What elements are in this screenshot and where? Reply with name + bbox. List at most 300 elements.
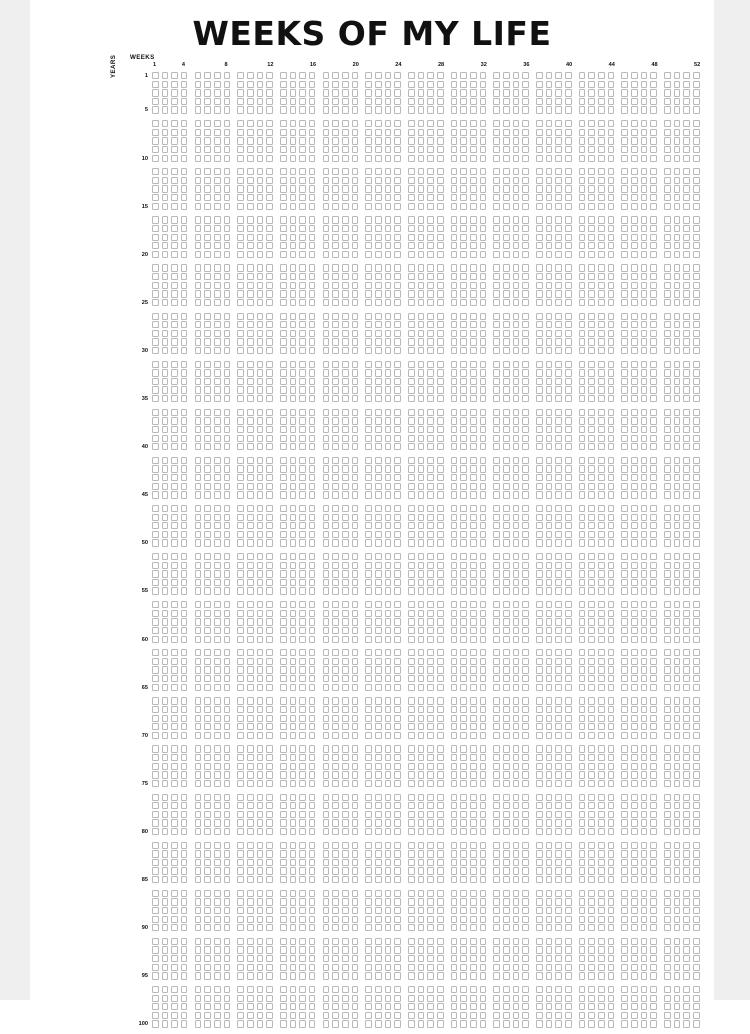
week-cell[interactable] bbox=[579, 361, 586, 368]
week-cell[interactable] bbox=[598, 491, 605, 498]
week-cell[interactable] bbox=[460, 72, 467, 79]
week-cell[interactable] bbox=[579, 828, 586, 835]
week-cell[interactable] bbox=[418, 474, 425, 481]
week-cell[interactable] bbox=[152, 251, 159, 258]
week-cell[interactable] bbox=[418, 137, 425, 144]
week-cell[interactable] bbox=[365, 636, 372, 643]
week-cell[interactable] bbox=[385, 842, 392, 849]
week-cell[interactable] bbox=[427, 155, 434, 162]
week-cell[interactable] bbox=[579, 723, 586, 730]
week-cell[interactable] bbox=[631, 890, 638, 897]
week-cell[interactable] bbox=[621, 338, 628, 345]
week-cell[interactable] bbox=[342, 794, 349, 801]
week-cell[interactable] bbox=[641, 146, 648, 153]
week-cell[interactable] bbox=[162, 964, 169, 971]
week-cell[interactable] bbox=[565, 811, 572, 818]
week-cell[interactable] bbox=[171, 539, 178, 546]
week-cell[interactable] bbox=[437, 483, 444, 490]
week-cell[interactable] bbox=[650, 850, 657, 857]
week-cell[interactable] bbox=[332, 675, 339, 682]
week-cell[interactable] bbox=[598, 754, 605, 761]
week-cell[interactable] bbox=[451, 706, 458, 713]
week-cell[interactable] bbox=[470, 491, 477, 498]
week-cell[interactable] bbox=[162, 553, 169, 560]
week-cell[interactable] bbox=[565, 386, 572, 393]
week-cell[interactable] bbox=[598, 794, 605, 801]
week-cell[interactable] bbox=[650, 522, 657, 529]
week-cell[interactable] bbox=[683, 649, 690, 656]
week-cell[interactable] bbox=[299, 946, 306, 953]
week-cell[interactable] bbox=[162, 155, 169, 162]
week-cell[interactable] bbox=[266, 684, 273, 691]
week-cell[interactable] bbox=[555, 203, 562, 210]
week-cell[interactable] bbox=[195, 531, 202, 538]
week-cell[interactable] bbox=[394, 842, 401, 849]
week-cell[interactable] bbox=[641, 361, 648, 368]
week-cell[interactable] bbox=[555, 684, 562, 691]
week-cell[interactable] bbox=[418, 242, 425, 249]
week-cell[interactable] bbox=[546, 601, 553, 608]
week-cell[interactable] bbox=[513, 587, 520, 594]
week-cell[interactable] bbox=[608, 347, 615, 354]
week-cell[interactable] bbox=[352, 290, 359, 297]
week-cell[interactable] bbox=[641, 242, 648, 249]
week-cell[interactable] bbox=[437, 185, 444, 192]
week-cell[interactable] bbox=[621, 251, 628, 258]
week-cell[interactable] bbox=[427, 539, 434, 546]
week-cell[interactable] bbox=[247, 89, 254, 96]
week-cell[interactable] bbox=[470, 137, 477, 144]
week-cell[interactable] bbox=[608, 155, 615, 162]
week-cell[interactable] bbox=[460, 216, 467, 223]
week-cell[interactable] bbox=[332, 338, 339, 345]
week-cell[interactable] bbox=[674, 505, 681, 512]
week-cell[interactable] bbox=[365, 794, 372, 801]
week-cell[interactable] bbox=[480, 955, 487, 962]
week-cell[interactable] bbox=[418, 842, 425, 849]
week-cell[interactable] bbox=[513, 811, 520, 818]
week-cell[interactable] bbox=[352, 666, 359, 673]
week-cell[interactable] bbox=[536, 514, 543, 521]
week-cell[interactable] bbox=[385, 601, 392, 608]
week-cell[interactable] bbox=[290, 876, 297, 883]
week-cell[interactable] bbox=[214, 780, 221, 787]
week-cell[interactable] bbox=[664, 539, 671, 546]
week-cell[interactable] bbox=[257, 72, 264, 79]
week-cell[interactable] bbox=[394, 443, 401, 450]
week-cell[interactable] bbox=[588, 194, 595, 201]
week-cell[interactable] bbox=[385, 562, 392, 569]
week-cell[interactable] bbox=[181, 290, 188, 297]
week-cell[interactable] bbox=[195, 601, 202, 608]
week-cell[interactable] bbox=[247, 72, 254, 79]
week-cell[interactable] bbox=[513, 715, 520, 722]
week-cell[interactable] bbox=[480, 251, 487, 258]
week-cell[interactable] bbox=[408, 697, 415, 704]
week-cell[interactable] bbox=[546, 474, 553, 481]
week-cell[interactable] bbox=[309, 395, 316, 402]
week-cell[interactable] bbox=[674, 514, 681, 521]
week-cell[interactable] bbox=[214, 242, 221, 249]
week-cell[interactable] bbox=[555, 522, 562, 529]
week-cell[interactable] bbox=[408, 491, 415, 498]
week-cell[interactable] bbox=[513, 553, 520, 560]
week-cell[interactable] bbox=[460, 850, 467, 857]
week-cell[interactable] bbox=[546, 505, 553, 512]
week-cell[interactable] bbox=[536, 242, 543, 249]
week-cell[interactable] bbox=[204, 505, 211, 512]
week-cell[interactable] bbox=[247, 491, 254, 498]
week-cell[interactable] bbox=[470, 658, 477, 665]
week-cell[interactable] bbox=[365, 338, 372, 345]
week-cell[interactable] bbox=[427, 194, 434, 201]
week-cell[interactable] bbox=[664, 666, 671, 673]
week-cell[interactable] bbox=[394, 290, 401, 297]
week-cell[interactable] bbox=[352, 282, 359, 289]
week-cell[interactable] bbox=[418, 898, 425, 905]
week-cell[interactable] bbox=[162, 313, 169, 320]
week-cell[interactable] bbox=[631, 850, 638, 857]
week-cell[interactable] bbox=[674, 89, 681, 96]
week-cell[interactable] bbox=[309, 129, 316, 136]
week-cell[interactable] bbox=[195, 794, 202, 801]
week-cell[interactable] bbox=[536, 763, 543, 770]
week-cell[interactable] bbox=[621, 924, 628, 931]
week-cell[interactable] bbox=[693, 417, 700, 424]
week-cell[interactable] bbox=[323, 763, 330, 770]
week-cell[interactable] bbox=[418, 859, 425, 866]
week-cell[interactable] bbox=[394, 264, 401, 271]
week-cell[interactable] bbox=[290, 155, 297, 162]
week-cell[interactable] bbox=[237, 465, 244, 472]
week-cell[interactable] bbox=[650, 435, 657, 442]
week-cell[interactable] bbox=[608, 811, 615, 818]
week-cell[interactable] bbox=[299, 361, 306, 368]
week-cell[interactable] bbox=[493, 81, 500, 88]
week-cell[interactable] bbox=[290, 780, 297, 787]
week-cell[interactable] bbox=[621, 120, 628, 127]
week-cell[interactable] bbox=[664, 627, 671, 634]
week-cell[interactable] bbox=[323, 330, 330, 337]
week-cell[interactable] bbox=[513, 946, 520, 953]
week-cell[interactable] bbox=[621, 732, 628, 739]
week-cell[interactable] bbox=[493, 514, 500, 521]
week-cell[interactable] bbox=[683, 98, 690, 105]
week-cell[interactable] bbox=[299, 697, 306, 704]
week-cell[interactable] bbox=[631, 155, 638, 162]
week-cell[interactable] bbox=[290, 409, 297, 416]
week-cell[interactable] bbox=[266, 386, 273, 393]
week-cell[interactable] bbox=[237, 706, 244, 713]
week-cell[interactable] bbox=[394, 964, 401, 971]
week-cell[interactable] bbox=[683, 811, 690, 818]
week-cell[interactable] bbox=[214, 330, 221, 337]
week-cell[interactable] bbox=[204, 522, 211, 529]
week-cell[interactable] bbox=[247, 819, 254, 826]
week-cell[interactable] bbox=[522, 636, 529, 643]
week-cell[interactable] bbox=[237, 771, 244, 778]
week-cell[interactable] bbox=[460, 203, 467, 210]
week-cell[interactable] bbox=[631, 819, 638, 826]
week-cell[interactable] bbox=[375, 850, 382, 857]
week-cell[interactable] bbox=[332, 216, 339, 223]
week-cell[interactable] bbox=[674, 938, 681, 945]
week-cell[interactable] bbox=[237, 618, 244, 625]
week-cell[interactable] bbox=[394, 802, 401, 809]
week-cell[interactable] bbox=[195, 745, 202, 752]
week-cell[interactable] bbox=[493, 155, 500, 162]
week-cell[interactable] bbox=[323, 587, 330, 594]
week-cell[interactable] bbox=[522, 146, 529, 153]
week-cell[interactable] bbox=[470, 299, 477, 306]
week-cell[interactable] bbox=[608, 531, 615, 538]
week-cell[interactable] bbox=[536, 579, 543, 586]
week-cell[interactable] bbox=[664, 435, 671, 442]
week-cell[interactable] bbox=[323, 890, 330, 897]
week-cell[interactable] bbox=[693, 562, 700, 569]
week-cell[interactable] bbox=[674, 177, 681, 184]
week-cell[interactable] bbox=[588, 338, 595, 345]
week-cell[interactable] bbox=[352, 876, 359, 883]
week-cell[interactable] bbox=[579, 876, 586, 883]
week-cell[interactable] bbox=[451, 587, 458, 594]
week-cell[interactable] bbox=[195, 426, 202, 433]
week-cell[interactable] bbox=[280, 842, 287, 849]
week-cell[interactable] bbox=[693, 155, 700, 162]
week-cell[interactable] bbox=[664, 938, 671, 945]
week-cell[interactable] bbox=[493, 763, 500, 770]
week-cell[interactable] bbox=[195, 146, 202, 153]
week-cell[interactable] bbox=[608, 194, 615, 201]
week-cell[interactable] bbox=[598, 185, 605, 192]
week-cell[interactable] bbox=[693, 794, 700, 801]
week-cell[interactable] bbox=[280, 409, 287, 416]
week-cell[interactable] bbox=[427, 216, 434, 223]
week-cell[interactable] bbox=[195, 129, 202, 136]
week-cell[interactable] bbox=[470, 666, 477, 673]
week-cell[interactable] bbox=[204, 794, 211, 801]
week-cell[interactable] bbox=[280, 177, 287, 184]
week-cell[interactable] bbox=[598, 780, 605, 787]
week-cell[interactable] bbox=[181, 483, 188, 490]
week-cell[interactable] bbox=[480, 137, 487, 144]
week-cell[interactable] bbox=[460, 794, 467, 801]
week-cell[interactable] bbox=[394, 898, 401, 905]
week-cell[interactable] bbox=[352, 723, 359, 730]
week-cell[interactable] bbox=[181, 443, 188, 450]
week-cell[interactable] bbox=[522, 732, 529, 739]
week-cell[interactable] bbox=[588, 443, 595, 450]
week-cell[interactable] bbox=[257, 802, 264, 809]
week-cell[interactable] bbox=[664, 811, 671, 818]
week-cell[interactable] bbox=[266, 361, 273, 368]
week-cell[interactable] bbox=[408, 395, 415, 402]
week-cell[interactable] bbox=[427, 457, 434, 464]
week-cell[interactable] bbox=[503, 531, 510, 538]
week-cell[interactable] bbox=[408, 570, 415, 577]
week-cell[interactable] bbox=[470, 282, 477, 289]
week-cell[interactable] bbox=[290, 539, 297, 546]
week-cell[interactable] bbox=[437, 98, 444, 105]
week-cell[interactable] bbox=[290, 745, 297, 752]
week-cell[interactable] bbox=[621, 794, 628, 801]
week-cell[interactable] bbox=[503, 610, 510, 617]
week-cell[interactable] bbox=[621, 98, 628, 105]
week-cell[interactable] bbox=[598, 120, 605, 127]
week-cell[interactable] bbox=[631, 732, 638, 739]
week-cell[interactable] bbox=[664, 290, 671, 297]
week-cell[interactable] bbox=[332, 618, 339, 625]
week-cell[interactable] bbox=[451, 465, 458, 472]
week-cell[interactable] bbox=[352, 273, 359, 280]
week-cell[interactable] bbox=[683, 876, 690, 883]
week-cell[interactable] bbox=[693, 859, 700, 866]
week-cell[interactable] bbox=[418, 522, 425, 529]
week-cell[interactable] bbox=[385, 819, 392, 826]
week-cell[interactable] bbox=[332, 98, 339, 105]
week-cell[interactable] bbox=[437, 465, 444, 472]
week-cell[interactable] bbox=[460, 347, 467, 354]
week-cell[interactable] bbox=[204, 898, 211, 905]
week-cell[interactable] bbox=[181, 570, 188, 577]
week-cell[interactable] bbox=[588, 666, 595, 673]
week-cell[interactable] bbox=[631, 802, 638, 809]
week-cell[interactable] bbox=[181, 907, 188, 914]
week-cell[interactable] bbox=[352, 562, 359, 569]
week-cell[interactable] bbox=[427, 282, 434, 289]
week-cell[interactable] bbox=[204, 955, 211, 962]
week-cell[interactable] bbox=[588, 435, 595, 442]
week-cell[interactable] bbox=[621, 347, 628, 354]
week-cell[interactable] bbox=[588, 137, 595, 144]
week-cell[interactable] bbox=[418, 185, 425, 192]
week-cell[interactable] bbox=[565, 684, 572, 691]
week-cell[interactable] bbox=[214, 361, 221, 368]
week-cell[interactable] bbox=[693, 706, 700, 713]
week-cell[interactable] bbox=[299, 828, 306, 835]
week-cell[interactable] bbox=[171, 579, 178, 586]
week-cell[interactable] bbox=[493, 120, 500, 127]
week-cell[interactable] bbox=[650, 745, 657, 752]
week-cell[interactable] bbox=[280, 715, 287, 722]
week-cell[interactable] bbox=[598, 417, 605, 424]
week-cell[interactable] bbox=[299, 146, 306, 153]
week-cell[interactable] bbox=[290, 754, 297, 761]
week-cell[interactable] bbox=[332, 177, 339, 184]
week-cell[interactable] bbox=[365, 395, 372, 402]
week-cell[interactable] bbox=[427, 723, 434, 730]
week-cell[interactable] bbox=[451, 819, 458, 826]
week-cell[interactable] bbox=[323, 81, 330, 88]
week-cell[interactable] bbox=[555, 859, 562, 866]
week-cell[interactable] bbox=[641, 916, 648, 923]
week-cell[interactable] bbox=[546, 106, 553, 113]
week-cell[interactable] bbox=[674, 898, 681, 905]
week-cell[interactable] bbox=[342, 697, 349, 704]
week-cell[interactable] bbox=[493, 474, 500, 481]
week-cell[interactable] bbox=[323, 426, 330, 433]
week-cell[interactable] bbox=[323, 955, 330, 962]
week-cell[interactable] bbox=[503, 658, 510, 665]
week-cell[interactable] bbox=[427, 859, 434, 866]
week-cell[interactable] bbox=[503, 819, 510, 826]
week-cell[interactable] bbox=[385, 251, 392, 258]
week-cell[interactable] bbox=[503, 465, 510, 472]
week-cell[interactable] bbox=[565, 177, 572, 184]
week-cell[interactable] bbox=[299, 216, 306, 223]
week-cell[interactable] bbox=[480, 876, 487, 883]
week-cell[interactable] bbox=[342, 378, 349, 385]
week-cell[interactable] bbox=[588, 251, 595, 258]
week-cell[interactable] bbox=[352, 395, 359, 402]
week-cell[interactable] bbox=[224, 828, 231, 835]
week-cell[interactable] bbox=[513, 129, 520, 136]
week-cell[interactable] bbox=[418, 120, 425, 127]
week-cell[interactable] bbox=[513, 514, 520, 521]
week-cell[interactable] bbox=[608, 465, 615, 472]
week-cell[interactable] bbox=[460, 531, 467, 538]
week-cell[interactable] bbox=[299, 395, 306, 402]
week-cell[interactable] bbox=[299, 137, 306, 144]
week-cell[interactable] bbox=[162, 106, 169, 113]
week-cell[interactable] bbox=[323, 168, 330, 175]
week-cell[interactable] bbox=[408, 780, 415, 787]
week-cell[interactable] bbox=[437, 553, 444, 560]
week-cell[interactable] bbox=[598, 601, 605, 608]
week-cell[interactable] bbox=[162, 924, 169, 931]
week-cell[interactable] bbox=[237, 483, 244, 490]
week-cell[interactable] bbox=[522, 754, 529, 761]
week-cell[interactable] bbox=[493, 203, 500, 210]
week-cell[interactable] bbox=[365, 842, 372, 849]
week-cell[interactable] bbox=[503, 794, 510, 801]
week-cell[interactable] bbox=[375, 168, 382, 175]
week-cell[interactable] bbox=[195, 155, 202, 162]
week-cell[interactable] bbox=[162, 850, 169, 857]
week-cell[interactable] bbox=[375, 290, 382, 297]
week-cell[interactable] bbox=[162, 290, 169, 297]
week-cell[interactable] bbox=[437, 876, 444, 883]
week-cell[interactable] bbox=[693, 539, 700, 546]
week-cell[interactable] bbox=[683, 273, 690, 280]
week-cell[interactable] bbox=[621, 282, 628, 289]
week-cell[interactable] bbox=[352, 168, 359, 175]
week-cell[interactable] bbox=[237, 964, 244, 971]
week-cell[interactable] bbox=[631, 684, 638, 691]
week-cell[interactable] bbox=[299, 745, 306, 752]
week-cell[interactable] bbox=[579, 395, 586, 402]
week-cell[interactable] bbox=[237, 426, 244, 433]
week-cell[interactable] bbox=[536, 299, 543, 306]
week-cell[interactable] bbox=[247, 771, 254, 778]
week-cell[interactable] bbox=[480, 386, 487, 393]
week-cell[interactable] bbox=[480, 465, 487, 472]
week-cell[interactable] bbox=[664, 658, 671, 665]
week-cell[interactable] bbox=[493, 649, 500, 656]
week-cell[interactable] bbox=[290, 273, 297, 280]
week-cell[interactable] bbox=[171, 938, 178, 945]
week-cell[interactable] bbox=[536, 395, 543, 402]
week-cell[interactable] bbox=[152, 264, 159, 271]
week-cell[interactable] bbox=[171, 465, 178, 472]
week-cell[interactable] bbox=[247, 273, 254, 280]
week-cell[interactable] bbox=[181, 539, 188, 546]
week-cell[interactable] bbox=[290, 330, 297, 337]
week-cell[interactable] bbox=[171, 802, 178, 809]
week-cell[interactable] bbox=[152, 81, 159, 88]
week-cell[interactable] bbox=[536, 251, 543, 258]
week-cell[interactable] bbox=[598, 706, 605, 713]
